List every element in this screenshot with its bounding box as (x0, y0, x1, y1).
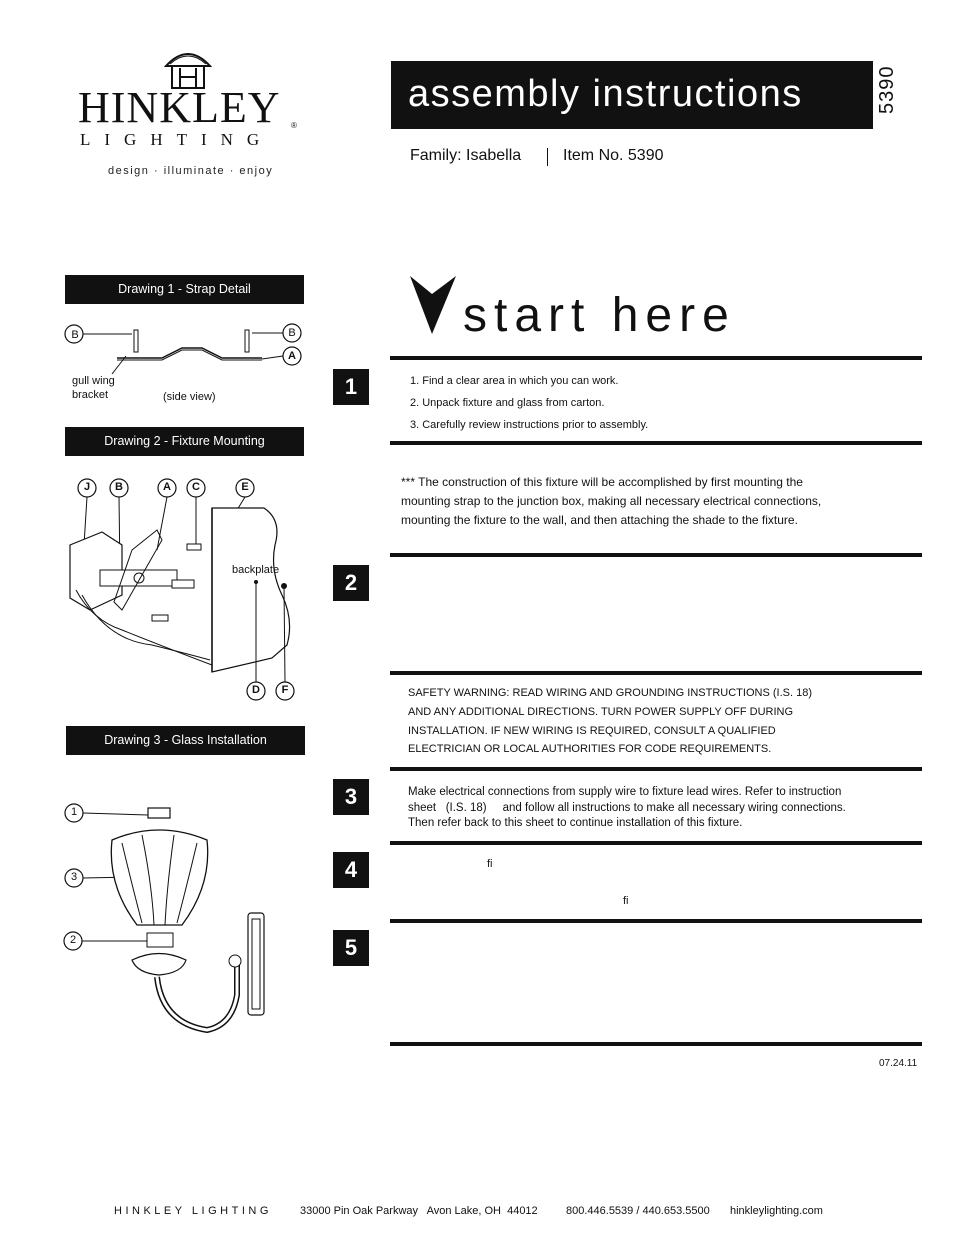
d3-label-1: 1 (70, 806, 78, 818)
rule-8 (390, 1042, 922, 1046)
d2-label-j: J (83, 481, 91, 493)
d2-label-b: B (115, 481, 123, 493)
intro-line-3: mounting the fixture to the wall, and then attaching the shade to the fixture. (401, 513, 798, 527)
d2-label-d: D (252, 684, 260, 696)
fixture-mounting-drawing (62, 470, 312, 710)
family-label: Family: Isabella (410, 147, 522, 164)
d2-label-a: A (163, 481, 171, 493)
warning-line-4: ELECTRICIAN OR LOCAL AUTHORITIES FOR CODE REQUIREMENTS. (408, 743, 772, 755)
step-4-fragment-1: fi (487, 858, 493, 870)
glass-installation-drawing (62, 795, 282, 1050)
intro-line-2: mounting strap to the junction box, making all necessary electrical connections, (401, 494, 822, 508)
item-number: Item No. 5390 (563, 147, 664, 164)
brand-sub: LIGHTING (80, 130, 274, 149)
rule-5 (390, 767, 922, 771)
d2-label-f: F (281, 684, 289, 696)
step-1-line-2: 2. Unpack fixture and glass from carton. (410, 397, 605, 409)
d2-label-e: E (241, 481, 249, 493)
rule-3 (390, 553, 922, 557)
title-bar (391, 61, 873, 129)
drawing-3-header: Drawing 3 - Glass Installation (66, 726, 305, 755)
step-3-badge: 3 (333, 779, 369, 815)
step-3-line-1: Make electrical connections from supply wire to fixture lead wires. Refer to instruction (408, 786, 842, 798)
rule-2 (390, 441, 922, 445)
header-divider (547, 148, 548, 166)
registered-mark: ® (291, 121, 297, 130)
side-view-label: (side view) (163, 391, 216, 403)
start-here-heading: start here (463, 289, 736, 342)
footer-phone: 800.446.5539 / 440.653.5500 (566, 1205, 710, 1217)
warning-line-3: INSTALLATION. IF NEW WIRING IS REQUIRED, CONSULT A QUALIFIED (408, 725, 776, 737)
footer-address: 33000 Pin Oak Parkway Avon Lake, OH 44012 (300, 1205, 538, 1217)
footer-company: HINKLEY LIGHTING (114, 1205, 272, 1217)
intro-line-1: *** The construction of this fixture will be accomplished by first mounting the (401, 475, 803, 489)
drawing-2-header: Drawing 2 - Fixture Mounting (65, 427, 304, 456)
start-arrow-icon (410, 276, 460, 336)
step-1-line-1: 1. Find a clear area in which you can work. (410, 375, 619, 387)
backplate-label: backplate (232, 564, 280, 576)
step-5-badge: 5 (333, 930, 369, 966)
warning-line-2: AND ANY ADDITIONAL DIRECTIONS. TURN POWER SUPPLY OFF DURING (408, 706, 794, 718)
rule-7 (390, 919, 922, 923)
footer-website-link[interactable]: hinkleylighting.com (730, 1205, 823, 1217)
rule-1 (390, 356, 922, 360)
brand-name: HINKLEY (78, 83, 281, 132)
page-title: assembly instructions (408, 73, 803, 115)
d1-label-b-left: B (71, 329, 79, 341)
step-3-line-2: sheet (I.S. 18) and follow all instructions to make all necessary wiring connections. (408, 802, 846, 814)
step-2-badge: 2 (333, 565, 369, 601)
rule-6 (390, 841, 922, 845)
warning-line-1: SAFETY WARNING: READ WIRING AND GROUNDING INSTRUCTIONS (I.S. 18) (408, 687, 812, 699)
brand-tagline: design · illuminate · enjoy (108, 165, 274, 177)
item-number-vertical: 5390 (876, 65, 898, 114)
gull-wing-label: gull wing (72, 375, 115, 387)
drawing-1-header: Drawing 1 - Strap Detail (65, 275, 304, 304)
rule-4 (390, 671, 922, 675)
bracket-label: bracket (72, 389, 109, 401)
step-4-badge: 4 (333, 852, 369, 888)
step-3-line-3: Then refer back to this sheet to continue installation of this fixture. (408, 817, 743, 829)
d1-label-a: A (288, 350, 296, 362)
step-1-line-3: 3. Carefully review instructions prior to assembly. (410, 419, 649, 431)
revision-date: 07.24.11 (879, 1058, 918, 1069)
d1-label-b-right: B (288, 327, 296, 339)
d3-label-3: 3 (70, 871, 78, 883)
step-4-fragment-2: fi (623, 895, 629, 907)
d3-label-2: 2 (69, 934, 77, 946)
d2-label-c: C (192, 481, 200, 493)
step-1-badge: 1 (333, 369, 369, 405)
